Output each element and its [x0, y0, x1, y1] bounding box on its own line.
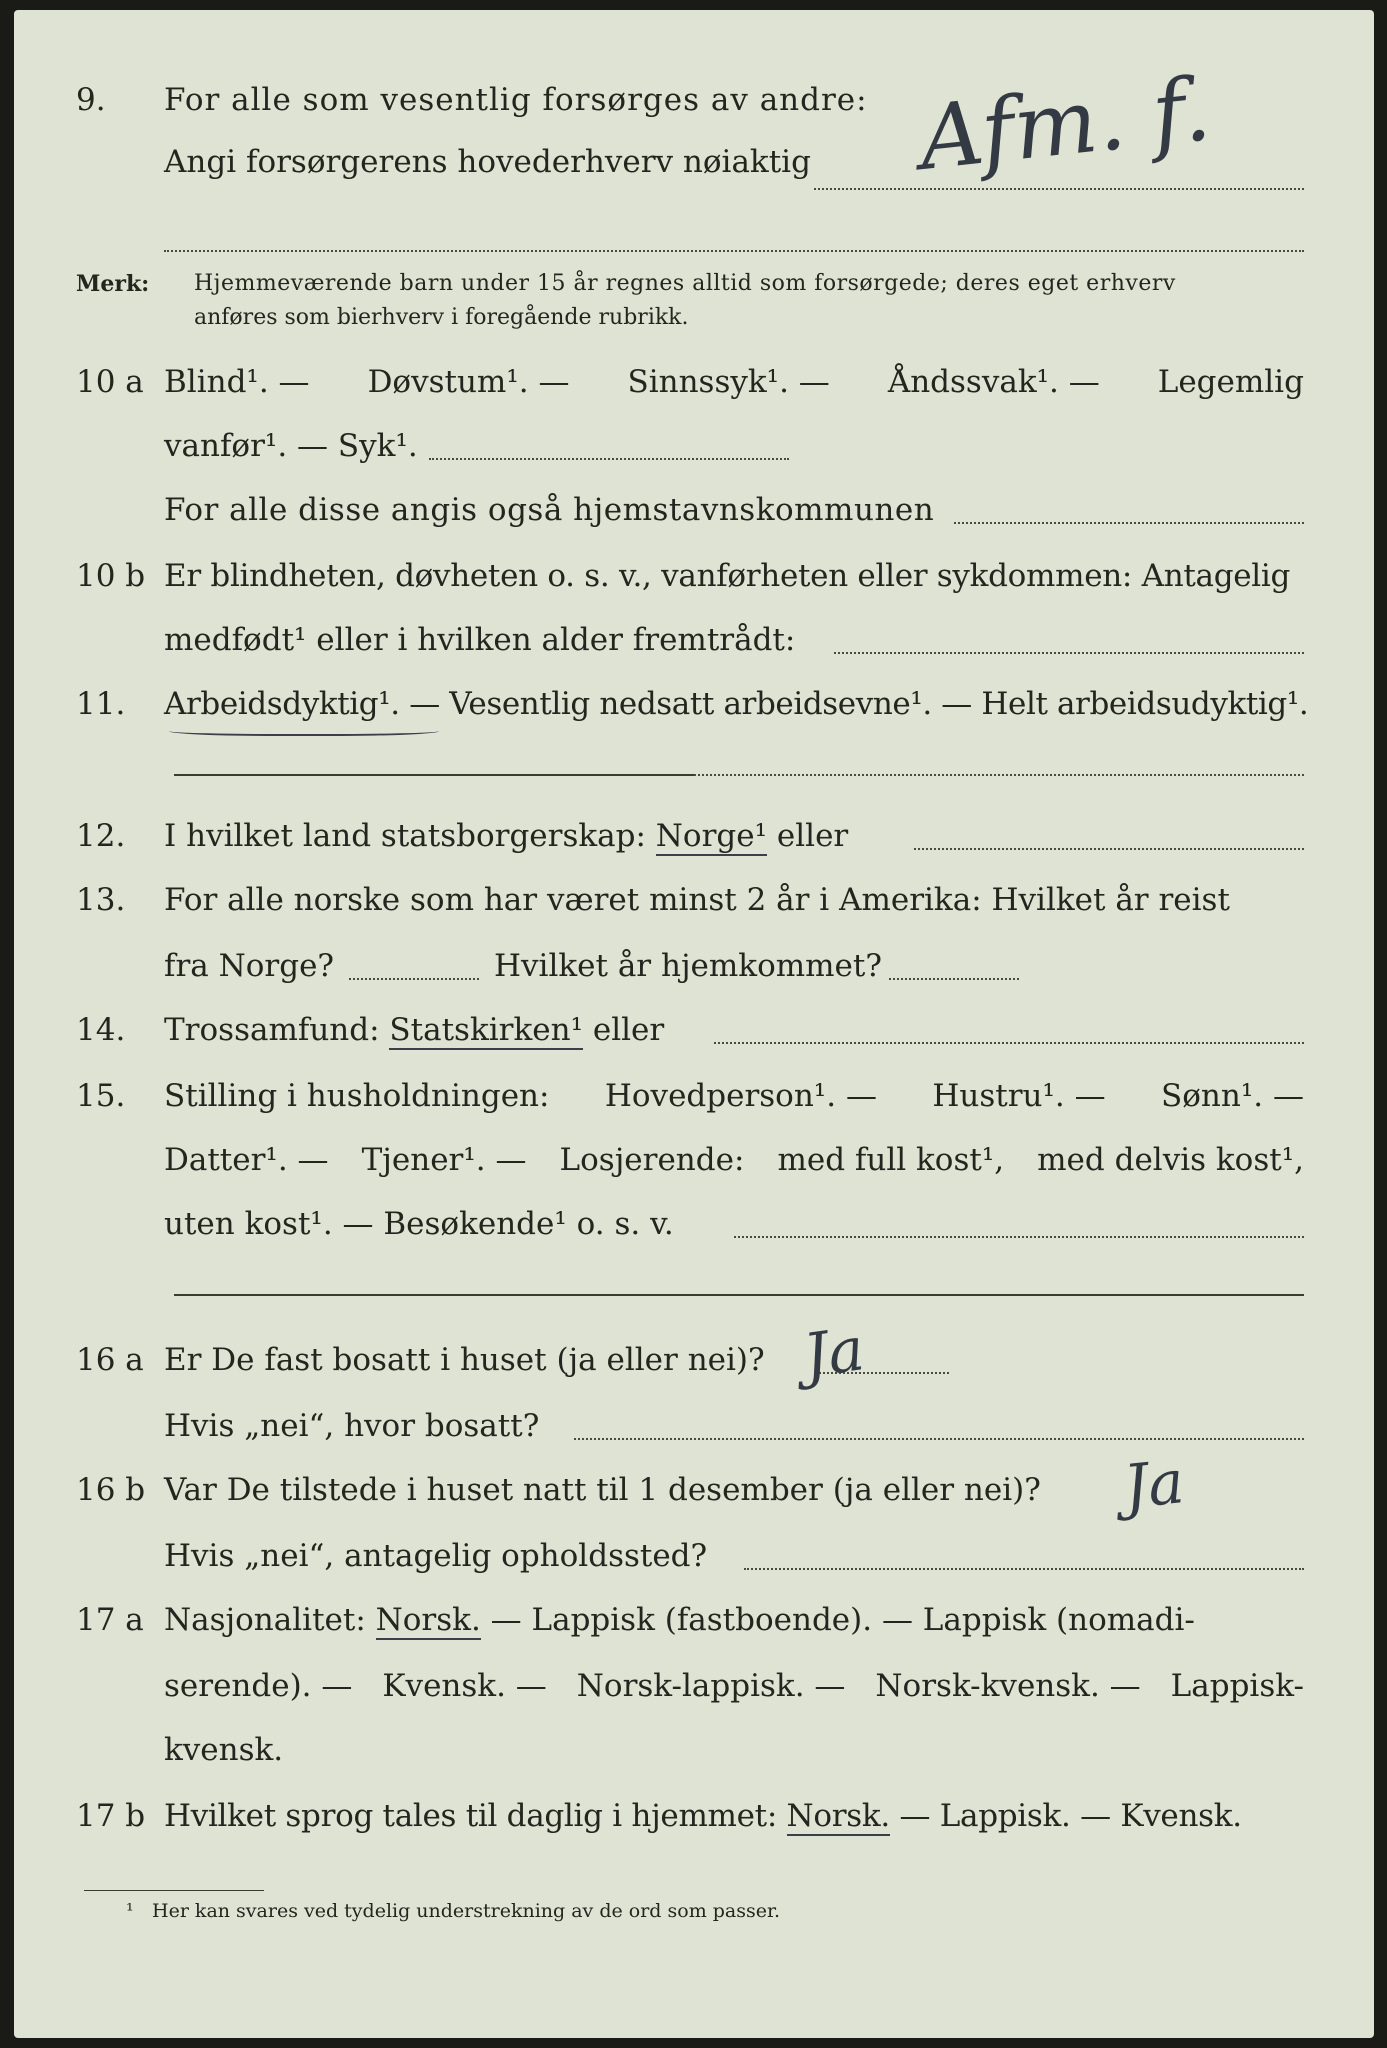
q15-options-2	[164, 1140, 1304, 1180]
q17a-number: 17 a	[76, 1602, 144, 1638]
q10a-answer-line[interactable]	[429, 458, 789, 460]
q16a-number: 16 a	[76, 1342, 144, 1378]
footnote-mark: ¹	[126, 1900, 134, 1922]
option-hustru[interactable]: Hustru¹. —	[932, 1078, 1106, 1114]
q14-answer-line[interactable]	[714, 1042, 1304, 1044]
q16a-question-2: Hvis „nei“, hvor bosatt?	[164, 1408, 540, 1444]
q12-tail: eller	[776, 818, 849, 854]
option-tjener[interactable]: Tjener¹. —	[361, 1142, 527, 1178]
q15-answer-line[interactable]	[734, 1236, 1304, 1238]
q11-line-a	[174, 774, 694, 776]
q10a-hjemstavn-line[interactable]	[954, 522, 1304, 524]
q15-options-1	[164, 1076, 1304, 1116]
option-sonn[interactable]: Sønn¹. —	[1161, 1078, 1304, 1114]
q15-losjerende: Losjerende:	[559, 1142, 745, 1178]
option-norge[interactable]: Norge¹	[655, 818, 768, 854]
q11-line-b[interactable]	[694, 774, 1304, 776]
option-sinnssyk[interactable]: Sinnssyk¹. —	[627, 364, 830, 400]
q14-number: 14.	[76, 1012, 126, 1048]
q9-question: For alle som vesentlig forsørges av andre:	[164, 82, 868, 118]
q16a-bosatt-line[interactable]	[574, 1438, 1304, 1440]
q9-handwritten-answer: Afm. f.	[914, 57, 1215, 190]
q12-text: I hvilket land statsborgerskap:	[164, 818, 646, 854]
q13-hjemkommet: Hvilket år hjemkommet?	[494, 948, 882, 984]
q14-tail: eller	[592, 1012, 665, 1048]
option-lappisk-kvensk[interactable]: Lappisk-	[1170, 1668, 1304, 1704]
q13-reist-line[interactable]	[349, 978, 479, 980]
q17a-label: Nasjonalitet:	[164, 1602, 366, 1638]
footnote-separator	[84, 1890, 264, 1891]
q11-handwritten-underline	[169, 724, 439, 736]
q11-number: 11.	[76, 686, 126, 722]
q16b-question-2: Hvis „nei“, antagelig opholdssted?	[164, 1538, 708, 1574]
q17a-options-2	[164, 1666, 1304, 1706]
option-nomadiserende[interactable]: serende). —	[164, 1668, 353, 1704]
q10b-question: Er blindheten, døvheten o. s. v., vanførheten eller sykdommen: Antagelig	[164, 558, 1291, 594]
option-hovedperson[interactable]: Hovedperson¹. —	[604, 1078, 877, 1114]
q13-hjemkommet-line[interactable]	[889, 978, 1019, 980]
q10a-vanfor-syk[interactable]: vanfør¹. — Syk¹.	[164, 428, 418, 464]
q10a-hjemstavn: For alle disse angis også hjemstavnskommunen	[164, 492, 935, 528]
q17a-options-1[interactable]: — Lappisk (fastboende). — Lappisk (nomadi-	[490, 1602, 1195, 1638]
option-arbeidsdyktig[interactable]: Arbeidsdyktig¹.	[164, 686, 400, 722]
option-datter[interactable]: Datter¹. —	[164, 1142, 329, 1178]
option-dovstum[interactable]: Døvstum¹. —	[367, 364, 570, 400]
q10b-number: 10 b	[76, 558, 146, 594]
q16b-handwritten-answer: Ja	[1120, 1447, 1188, 1523]
q10a-number: 10 a	[76, 364, 144, 400]
q9-extra-line[interactable]	[164, 250, 1304, 252]
q12-question	[164, 816, 848, 856]
q9-question-2: Angi forsørgerens hovederhverv nøiaktig	[164, 144, 811, 180]
q15-label: Stilling i husholdningen:	[164, 1078, 550, 1114]
merk-text-1: Hjemmeværende barn under 15 år regnes alltid som forsørgede; deres eget erhverv	[194, 271, 1176, 296]
q10b-question-2: medfødt¹ eller i hvilken alder fremtrådt:	[164, 622, 796, 658]
q15-options-3[interactable]: uten kost¹. — Besøkende¹ o. s. v.	[164, 1206, 674, 1242]
q16b-question: Var De tilstede i huset natt til 1 desember (ja eller nei)?	[164, 1472, 1041, 1508]
option-sprog-norsk[interactable]: Norsk.	[786, 1798, 890, 1834]
option-blind[interactable]: Blind¹. —	[164, 364, 310, 400]
option-norsk-lappisk[interactable]: Norsk-lappisk. —	[576, 1668, 846, 1704]
merk-text-2: anføres som bierhverv i foregående rubrikk.	[194, 305, 689, 330]
census-form-page	[14, 10, 1374, 2038]
option-norsk-kvensk[interactable]: Norsk-kvensk. —	[875, 1668, 1141, 1704]
footnote-text: Her kan svares ved tydelig understrekning av de ord som passer.	[152, 1900, 781, 1922]
q17b-number: 17 b	[76, 1798, 146, 1834]
option-andssvak[interactable]: Åndssvak¹. —	[887, 364, 1100, 400]
option-legemlig[interactable]: Legemlig	[1157, 364, 1304, 400]
option-delvis-kost[interactable]: med delvis kost¹,	[1037, 1142, 1304, 1178]
option-nedsatt-udyktig[interactable]: — Vesentlig nedsatt arbeidsevne¹. — Helt arbeidsudyktig¹.	[409, 686, 1309, 722]
q14-question	[164, 1010, 664, 1050]
q9-number: 9.	[76, 82, 106, 118]
q16b-number: 16 b	[76, 1472, 146, 1508]
q16a-handwritten-answer: Ja	[799, 1314, 869, 1392]
q17a-kvensk[interactable]: kvensk.	[164, 1732, 284, 1768]
q17b-question	[164, 1796, 1242, 1836]
q14-text: Trossamfund:	[164, 1012, 380, 1048]
q13-question: For alle norske som har været minst 2 år i Amerika: Hvilket år reist	[164, 882, 1230, 918]
option-norsk[interactable]: Norsk.	[375, 1602, 481, 1638]
q15-number: 15.	[76, 1078, 126, 1114]
option-full-kost[interactable]: med full kost¹,	[777, 1142, 1005, 1178]
option-kvensk[interactable]: Kvensk. —	[382, 1668, 547, 1704]
q13-reist: fra Norge?	[164, 948, 335, 984]
q17a-question	[164, 1600, 1195, 1640]
q15-extra-line	[174, 1294, 1304, 1296]
q10b-answer-line[interactable]	[834, 652, 1304, 654]
q16b-opholdssted-line[interactable]	[744, 1568, 1304, 1570]
q12-number: 12.	[76, 818, 126, 854]
q16a-question: Er De fast bosatt i huset (ja eller nei)?	[164, 1342, 765, 1378]
merk-label: Merk:	[76, 271, 150, 297]
q17b-text: Hvilket sprog tales til daglig i hjemmet:	[164, 1798, 777, 1834]
option-statskirken[interactable]: Statskirken¹	[389, 1012, 583, 1048]
q17b-tail[interactable]: — Lappisk. — Kvensk.	[899, 1798, 1242, 1834]
q9-answer-line[interactable]	[814, 188, 1304, 190]
q11-options	[164, 684, 1308, 724]
q13-number: 13.	[76, 882, 126, 918]
q12-answer-line[interactable]	[914, 848, 1304, 850]
q10a-options	[164, 362, 1304, 402]
